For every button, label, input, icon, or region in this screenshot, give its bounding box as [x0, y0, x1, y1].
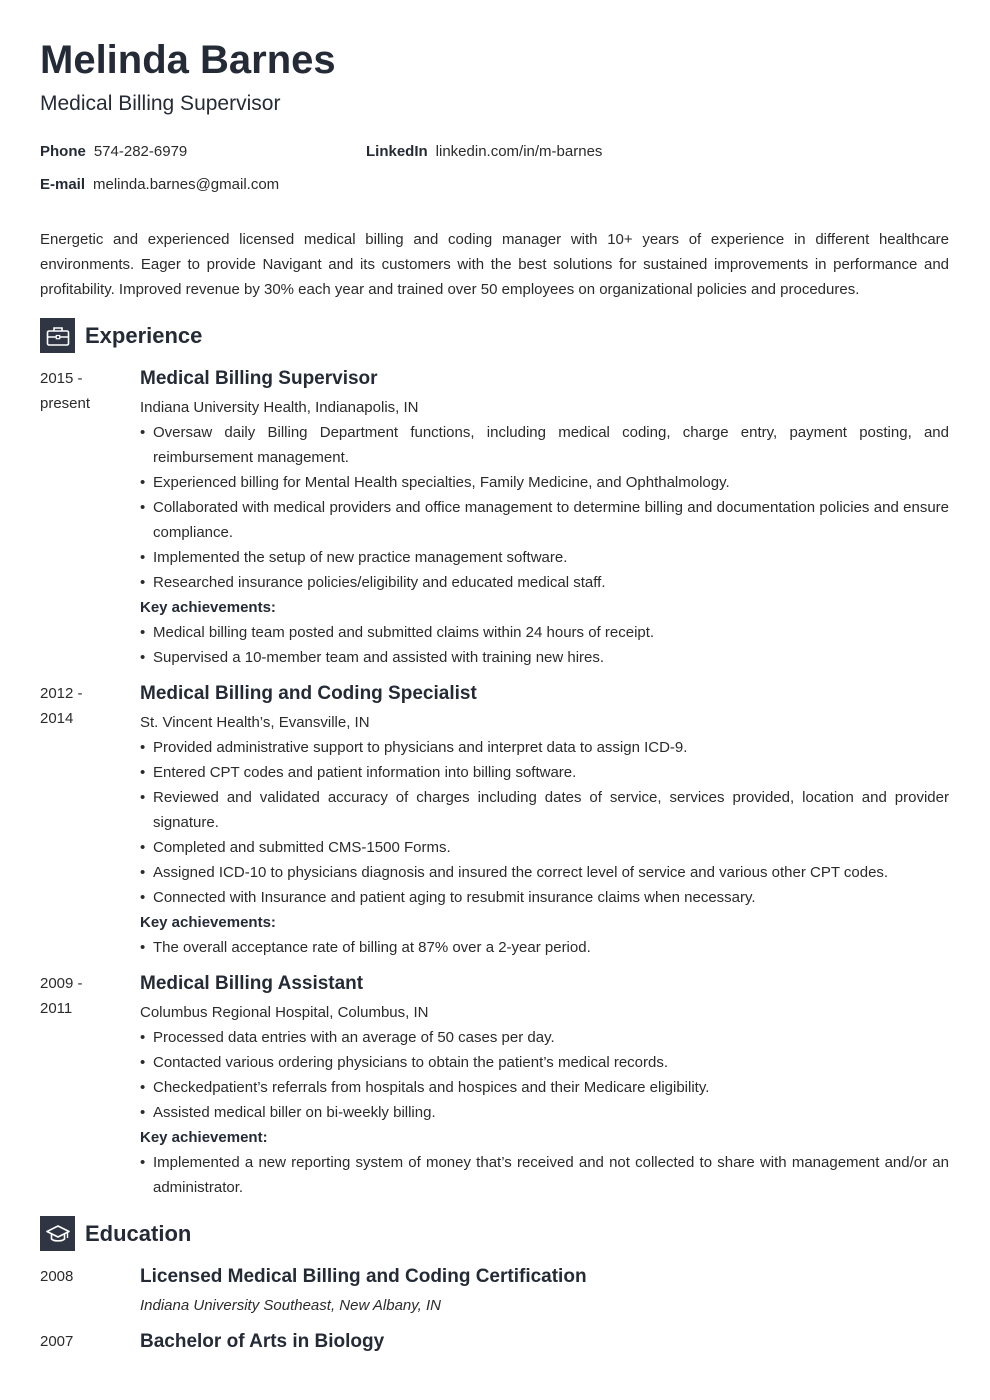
list-item: • Entered CPT codes and patient information into billing software.: [140, 760, 949, 785]
entry-body: [140, 971, 949, 1200]
list-item: • Contacted various ordering physicians to obtain the patient’s medical records.: [140, 1050, 949, 1075]
profile-summary: Energetic and experienced licensed medical billing and coding manager with 10+ years of experience in different healthcare environments. Eager to provide Navigant and its customers with the best solutions for sustained improvements in performance and profitability. Improved revenue by 30% each year and trained over 50 employees on organizational policies and procedures.: [40, 231, 949, 298]
list-item: • Collaborated with medical providers and office management to determine billing and documentation policies and ensure compliance.: [140, 495, 949, 545]
candidate-title: Medical Billing Supervisor: [40, 92, 281, 115]
degree-title: Bachelor of Arts in Biology: [140, 1331, 385, 1352]
list-item: • Oversaw daily Billing Department functions, including medical coding, charge entry, payment posting, and reimbursement management.: [140, 420, 949, 470]
date-start: 2012 -: [40, 685, 83, 702]
contact-phone: [40, 142, 187, 162]
entry-dates: [40, 366, 110, 416]
list-item: • Researched insurance policies/eligibility and educated medical staff.: [140, 570, 949, 595]
education-date: 2008: [40, 1268, 74, 1285]
list-item: • Connected with Insurance and patient aging to resubmit insurance claims when necessary.: [140, 885, 949, 910]
responsibility-list: [140, 735, 949, 910]
job-title: Medical Billing and Coding Specialist: [140, 683, 477, 704]
list-item: • Provided administrative support to physicians and interpret data to assign ICD-9.: [140, 735, 949, 760]
company: Columbus Regional Hospital, Columbus, IN: [140, 1004, 429, 1021]
list-item: • Completed and submitted CMS-1500 Forms.: [140, 835, 949, 860]
list-item: • Checkedpatient’s referrals from hospitals and hospices and their Medicare eligibility.: [140, 1075, 949, 1100]
list-item: • Implemented a new reporting system of money that’s received and not collected to share with management and/or an administrator.: [140, 1150, 949, 1200]
list-item: • Assigned ICD-10 to physicians diagnosis and insured the correct level of service and various other CPT codes.: [140, 860, 949, 885]
list-item: • Medical billing team posted and submitted claims within 24 hours of receipt.: [140, 620, 949, 645]
contact-linkedin: [366, 142, 602, 162]
key-achievements-label: Key achievements:: [140, 914, 276, 931]
key-achievements-label: Key achievements:: [140, 599, 276, 616]
list-item: • Supervised a 10-member team and assisted with training new hires.: [140, 645, 949, 670]
company: St. Vincent Health’s, Evansville, IN: [140, 714, 370, 731]
linkedin-link[interactable]: linkedin.com/in/m-barnes: [435, 143, 603, 160]
degree-title: Licensed Medical Billing and Coding Certification: [140, 1266, 587, 1287]
list-item: • Experienced billing for Mental Health specialties, Family Medicine, and Ophthalmology.: [140, 470, 949, 495]
achievement-list: [140, 620, 949, 670]
entry-body: [140, 1264, 949, 1318]
candidate-name: Melinda Barnes: [40, 38, 336, 82]
list-item: • Reviewed and validated accuracy of charges including dates of service, services provided, location and provider signature.: [140, 785, 949, 835]
entry-body: [140, 366, 949, 670]
entry-dates: [40, 971, 110, 1021]
job-title: Medical Billing Assistant: [140, 973, 364, 994]
responsibility-list: [140, 420, 949, 595]
contact-email: [40, 175, 279, 195]
education-date: 2007: [40, 1333, 74, 1350]
date-end: 2014: [40, 710, 74, 727]
list-item: • Implemented the setup of new practice management software.: [140, 545, 949, 570]
list-item: • Processed data entries with an average of 50 cases per day.: [140, 1025, 949, 1050]
email-link[interactable]: melinda.barnes@gmail.com: [93, 176, 280, 193]
education-heading: Education: [85, 1220, 192, 1246]
linkedin-label: LinkedIn: [366, 143, 428, 160]
entry-body: [140, 1329, 949, 1358]
education-section-header: [40, 1216, 191, 1251]
list-item: • Assisted medical biller on bi-weekly billing.: [140, 1100, 949, 1125]
email-label: E-mail: [40, 176, 86, 193]
experience-section-header: [40, 318, 202, 353]
company: Indiana University Health, Indianapolis, IN: [140, 399, 419, 416]
date-start: 2015 -: [40, 370, 83, 387]
list-item: • The overall acceptance rate of billing at 87% over a 2-year period.: [140, 935, 949, 960]
key-achievements-label: Key achievement:: [140, 1129, 268, 1146]
achievement-list: [140, 935, 949, 960]
phone-value: 574-282-6979: [93, 143, 188, 160]
briefcase-icon: [40, 318, 75, 353]
entry-dates: [40, 681, 110, 731]
responsibility-list: [140, 1025, 949, 1125]
date-start: 2009 -: [40, 975, 83, 992]
experience-heading: Experience: [85, 322, 203, 348]
achievement-list: [140, 1150, 949, 1200]
school: Indiana University Southeast, New Albany, IN: [140, 1297, 441, 1314]
phone-label: Phone: [40, 143, 86, 160]
date-end: 2011: [40, 1000, 73, 1017]
date-end: present: [40, 395, 91, 412]
entry-body: [140, 681, 949, 960]
job-title: Medical Billing Supervisor: [140, 368, 378, 389]
graduation-cap-icon: [40, 1216, 75, 1251]
